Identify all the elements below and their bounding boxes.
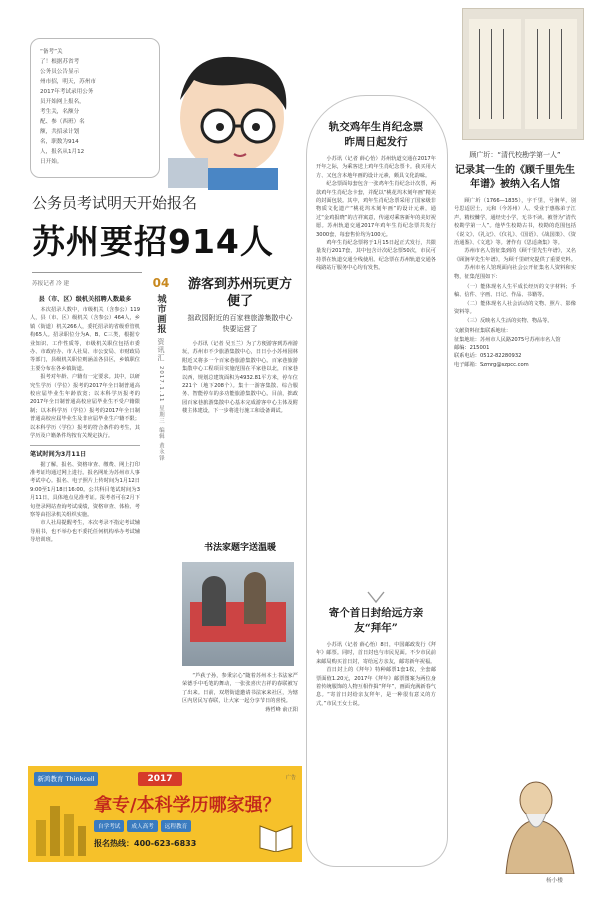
paragraph: “备考”关 xyxy=(40,49,63,55)
lead-headline: 苏州要招914人 xyxy=(32,222,274,261)
ad-label: 广告 xyxy=(285,775,296,781)
paragraph: 日开始。 xyxy=(40,159,63,165)
city-skyline-icon xyxy=(32,790,90,856)
paragraph: 额，共招录计划 xyxy=(40,129,80,135)
paragraph: 纪念票面每套包含一张鸡年生肖纪念计次票，两款鸡年生肖纪念卡套，并配以“桃花坞木刻年画”精美的封面包装。其中，鸡年生肖纪念票采用了国家级非物质文化遗产“桃花坞木刻年画”的设计元素，通过“金鸡报晓”的吉祥寓意，传递对乘客新年的美好祝愿。苏州轨道交通2017年鸡年生肖纪念票共发行3000套，每套售价均为100元。 xyxy=(316,181,436,238)
col3-headline: 轨交鸡年生肖纪念票昨周日起发行 xyxy=(328,121,424,148)
section-name: 城市画报 xyxy=(155,294,166,334)
ad-tags xyxy=(94,820,194,832)
paragraph: 本次招录人数中，市级机关（含参公）119人，县（市、区）级机关（含参公）464人，乡镇（街道）机关266人，委托招录的省级垂管机构65人。招录职位分为A、B、C三类，根据专业知识、工作性质等，市级机关职位包括市委办、市政府办、市人社局、市公安局、市财政局等部门，县级机关职位则涵盖各县区，乡镇职位主要分布在各乡镇街道。 xyxy=(30,307,140,372)
col4-kicker: 顾广圻：“清代校勘学第一人” xyxy=(469,151,561,159)
paragraph: 小苏讯（记者 薛心怡）8日，中国邮政发行《拜年》邮票。同时，首日封也与市民见面。不少市民前来邮局购买首日封，寄给远方亲友，邮寄新年祝福。 xyxy=(316,642,436,665)
col1-body xyxy=(30,306,140,441)
col2-headline: 游客到苏州玩更方便了 xyxy=(187,277,292,309)
lead-byline: 苏报记者 冷 建 xyxy=(32,281,70,287)
col4-list xyxy=(454,283,576,325)
stamp-article xyxy=(316,606,436,856)
book-photo xyxy=(462,8,584,140)
scholar-portrait-illustration xyxy=(496,770,584,874)
paragraph: 顾广圻（1766—1835），字千里，号涧苹，别号思适居士，元和（今苏州）人。受业于惠栋弟子江声，精校雠学，通经史小学，无书不读。被誉为“清代校勘学第一人”。他毕生校勘古书，校勘的范围包括《说文》、《礼记》、《仪礼》、《国语》、《战国策》、《资治通鉴》、《文选》等。著作有《思适斋集》等。 xyxy=(454,198,576,247)
col4-headline: 记录其一生的《顾千里先生年谱》被纳入名人馆 xyxy=(455,165,575,190)
lead-article xyxy=(30,290,140,760)
cartoon-character-illustration xyxy=(150,40,300,190)
col4-contact: 文献资料征集联系地址： 征集地址：苏州市人民路2075号苏州市名人馆 邮编：215001 联系电话：0512-82280932 电子邮箱：Szmrg@szpcc.com xyxy=(454,328,561,368)
headline-divider xyxy=(32,272,142,273)
section-sub: 资讯汇 xyxy=(157,338,165,362)
metro-article xyxy=(316,120,436,590)
ad-hotline: 报名热线：400-623-6833 xyxy=(94,839,197,848)
paragraph: 首日封上的《拜年》特种邮票1套1枚，全套邮票面值1.20元，2017年《拜年》邮票图案为两位身着传统服饰的人物互相作揖“拜年”，画面充满新春气息。“寄首日封给亲友拜年，是一种很有意义的方式。”市民王女士说。 xyxy=(316,667,436,707)
bubble-text xyxy=(40,47,150,167)
paragraph: 小苏讯（记者 薛心怡）苏州轨道交通在2017年开年之际，为乘客送上鸡年生肖纪念票卡。我买用大方、又包含本地年画的设计元素，颇具文化韵味。 xyxy=(316,156,436,179)
paragraph: （一）能体现名人生平成长经历的文字材料；手稿、信件、字画、日记、作品、书籍等。 xyxy=(454,284,576,299)
ad-tag: 自学考试 xyxy=(94,820,124,832)
paragraph: 公务员公告显示 xyxy=(40,69,80,75)
illustrator-credit: 杨小楼 xyxy=(546,878,563,884)
paragraph: 州市招，明天，苏州市 xyxy=(40,79,96,85)
ad-year: 2017 xyxy=(138,772,182,786)
paragraph: 了！根据苏省考 xyxy=(40,59,80,65)
paragraph: 苏州市名人馆现面向社会公开征集名人资料和实物，征集范围如下： xyxy=(454,265,576,280)
education-advert[interactable] xyxy=(28,766,302,862)
paragraph: 配、参（西班）名 xyxy=(40,119,85,125)
paragraph: 报考对年龄、户籍有一定要求。其中，以研究生学历（学位）报考的2017年全日制普通高校应届毕业生年龄放宽；以本科学历报考的2017年全日制普通高校应届毕业生不受户籍限制；以本科学历（学位）报考的2017年全日制普通高校应届毕业生及非应届毕业生户籍不限；以本科学历（学位）报考的符合条件的考生，其学历及户籍条件均按有关规定执行。 xyxy=(30,374,140,440)
section-date: 2017.1.11 星期三 编辑 黄永锋 xyxy=(158,366,164,462)
col2-headline2: 书法家题字送温暖 xyxy=(203,543,276,553)
paragraph: 名，职数为914 xyxy=(40,139,79,145)
paragraph: 员开始网上报名， xyxy=(40,99,85,105)
paragraph: 小苏讯（记者 吴玉兰）为了方便游客到苏州游玩，苏州市不少旅游集散中心，日日小小苏州园林附近又将多一个百家巷旅游集散中心。百家巷旅游集散中心工程项目实施范围在平家巷以北，百家巷以西，规划总建筑面积为4932.81平方米，停车位221个（地下208个）。集十一游客集散、综合服务、智能停车的多功能旅游集散中心。目前，拙政园百家巷旅游集散中心基本完成游客中心主体及附楼主体建设，下一步将进行施工和设备调试。 xyxy=(182,341,298,415)
col3-body xyxy=(316,155,436,273)
paragraph: 据了解，报名、资格审查、缴费、网上打印准考证均通过网上进行。报名网址为苏州市人事考试中心。报名、电子照片上传时间为1月12日9:00至1月18日16:00。公共科目笔试时间为3月11日，具体地点见准考证。报考者可在2月下旬登录网站查询考试成绩，资格审查、体检、考察等由招录机关组织实施。 xyxy=(30,461,140,518)
paragraph: 鸡年生肖纪念票将于1月15日起正式发行，共限量发行2017套，其中包含计次纪念票50次，市民可持票在轨道交通全线使用。纪念票在苏州轨道交通各线路站厅服务中心均有发售。 xyxy=(316,240,436,272)
col1-body2 xyxy=(30,461,140,545)
page-number: 04 xyxy=(152,276,170,290)
col3-headline2: 寄个首日封给远方亲友“拜年” xyxy=(328,607,424,634)
photo-caption: “芦荻子孙，参秉宗心”随着苏州本土书法家严荣德手中毛笔的舞动，一张张喜庆吉祥的春联被写了出来。日前，双塔街道邀请书法家来社区，为辖区内居民写春联，让大家一起分享节日的喜悦。 蒋哲峰 俞正阳 xyxy=(182,673,298,713)
paragraph: （二）能体现名人社会活动的文物、照片、影像资料等。 xyxy=(454,300,576,316)
open-book-icon xyxy=(258,818,294,852)
tourism-article xyxy=(182,276,298,546)
speech-bubble xyxy=(30,38,160,178)
section-strip xyxy=(144,276,178,566)
ad-slogan: 拿专/本科学历哪家强？ xyxy=(94,795,281,816)
col2-body xyxy=(182,340,298,416)
divider-arrow-icon xyxy=(366,590,386,604)
paragraph: 考生关，名额分 xyxy=(40,109,80,115)
ad-tag: 成人高考 xyxy=(127,820,157,832)
ad-tag: 远程教育 xyxy=(161,820,191,832)
paragraph: 苏州市名人馆征集到的《顾千里先生年谱》，又名《顾涧苹先生年谱》，为顾千里研究提供了重要史料。 xyxy=(454,248,576,263)
paragraph: 人，报名从1月12 xyxy=(40,149,85,155)
ad-brand-logo: 新鸿教育 Thinkcell xyxy=(34,772,98,786)
col1-subhead2: 笔试时间为3月11日 xyxy=(30,445,140,458)
celebrity-article xyxy=(454,150,576,760)
lead-kicker: 公务员考试明天开始报名 xyxy=(32,194,198,212)
calligraphy-photo xyxy=(182,562,294,666)
paragraph: （三）反映名人生活的实物、物品等。 xyxy=(464,317,553,324)
col1-subhead: 县（市、区）级机关招聘人数最多 xyxy=(38,296,132,303)
col3-body2 xyxy=(316,641,436,708)
paragraph: 2017年考试录用公务 xyxy=(40,89,94,95)
photo-credit: 蒋哲峰 俞正阳 xyxy=(265,706,298,713)
paragraph: 市人社局提醒考生，本次考录不指定考试辅导用书，也不举办也不委托任何机构举办考试辅导培训班。 xyxy=(30,520,140,544)
col2-subtitle: 拙政园附近的百家巷旅游集散中心快要运营了 xyxy=(187,314,293,333)
col4-body xyxy=(454,197,576,281)
